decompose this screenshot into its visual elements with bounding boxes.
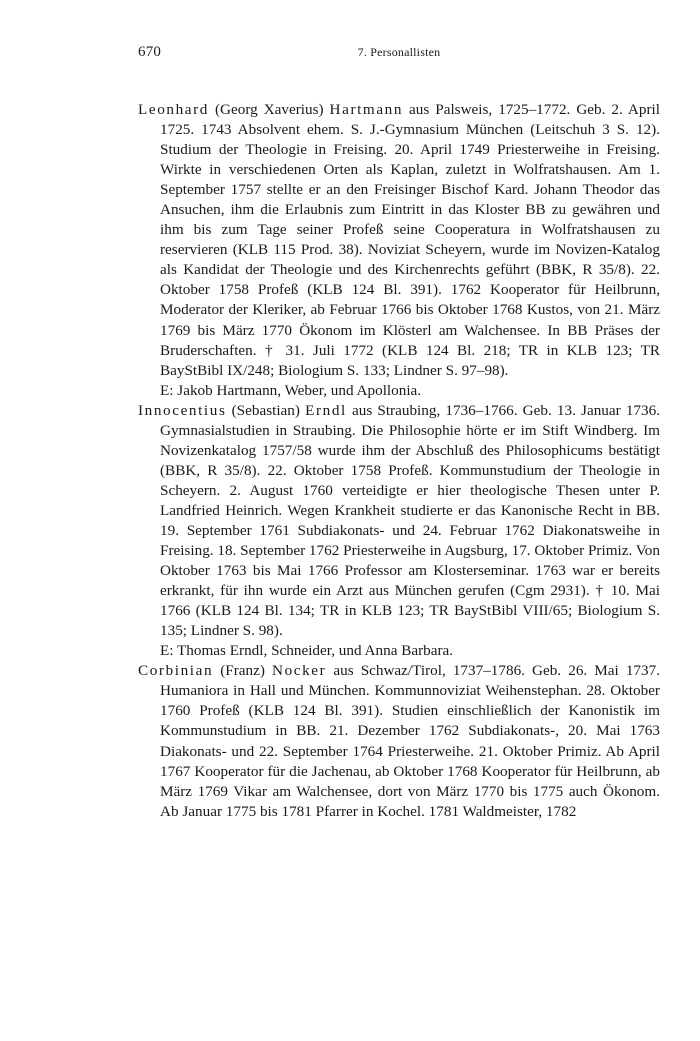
surname: Erndl [305,401,347,419]
entry-biography [138,661,660,821]
entry-text: aus Palsweis, 1725–1772. Geb. 2. April 1725. 1743 Absolvent ehem. S. J.-Gymnasium München (Leitschuh 3 S. 12). Studium der Theologie in Freising. 20. April 1749 Priesterweihe in Freising. Wirkte in verschiedenen Orten als Kaplan, zuletzt in Wolfratshausen. Am 1. September 1757 stellte er an den Freisinger Bischof Kard. Johann Theodor das Ansuchen, ihm die Erlaubnis zum Eintritt in das Kloster BB zu gewähren und ihm bis zum Tage seiner Profeß seine Cooperatura in Wolfratshausen zu reservieren (KLB 115 Prod. 38). Noviziat Scheyern, wurde im Novizen-Katalog als Kandidat der Theologie und des Kirchenrechts geführt (BBK, R 35/8). 22. Oktober 1758 Profeß (KLB 124 Bl. 391). 1762 Kooperator für Heilbrunn, Moderator der Kleriker, ab Februar 1766 bis Oktober 1768 Kustos, von 21. März 1769 bis März 1770 Ökonom im Klösterl am Walchensee. In BB Präses der Bruderschaften. † 31. Juli 1772 (KLB 124 Bl. 218; TR in KLB 123; TR BayStBibl IX/248; Biologium S. 133; Lindner S. 97–98). [160,101,660,379]
page-number: 670 [138,44,162,60]
religious-name: Innocentius [138,401,227,419]
baptismal-name: (Sebastian) [226,401,306,419]
entry-innocentius-erndl [138,401,660,662]
entry-leonhard-hartmann [138,100,660,401]
entry-list [138,100,660,822]
entry-biography [138,100,660,381]
entry-biography [138,401,660,642]
surname: Nocker [272,662,327,680]
entry-text: aus Straubing, 1736–1766. Geb. 13. Januar 1736. Gymnasialstudien in Straubing. Die Philosophie hörte er im Stift Windberg. Im Novizenkatalog 1757/58 wurde ihm der Abschluß des Philosophicums bestätigt (BBK, R 35/8). 22. Oktober 1758 Profeß. Kommunstudium der Theologie in Scheyern. 2. August 1760 verteidigte er hier theologische Thesen unter P. Landfried Heinrich. Wegen Krankheit studierte er das Kanonische Recht in BB. 19. September 1761 Subdiakonats- und 24. Februar 1762 Diakonatsweihe in Freising. 18. September 1762 Priesterweihe in Augsburg, 17. Oktober Primiz. Von Oktober 1763 bis Mai 1766 Professor am Klosterseminar. 1763 war er bereits erkrankt, für ihn wurde ein Arzt aus München gerufen (Cgm 2931). † 10. Mai 1766 (KLB 124 Bl. 134; TR in KLB 123; TR BayStBibl VIII/65; Biologium S. 135; Lindner S. 98). [160,401,660,640]
page-header [138,44,660,64]
religious-name: Leonhard [138,101,209,118]
running-head: 7. Personallisten [357,45,441,59]
entry-text: aus Schwaz/Tirol, 1737–1786. Geb. 26. Mai 1737. Humaniora in Hall und München. Kommunnoviziat Weihenstephan. 28. Oktober 1760 Profeß (KLB 124 Bl. 391). Studien einschließlich der Kanonistik im Kommunstudium in BB. 21. Dezember 1762 Subdiakonats-, 20. Mai 1763 Diakonats- und 22. September 1764 Priesterweihe. 21. Oktober Primiz. Ab April 1767 Kooperator für die Jachenau, ab Oktober 1768 Kooperator für Heilbrunn, ab März 1769 Vikar am Walchensee, dort von März 1770 bis 1775 auch Ökonom. Ab Januar 1775 bis 1781 Pfarrer in Kochel. 1781 Waldmeister, 1782 [160,662,660,820]
surname: Hartmann [329,101,404,118]
baptismal-name: (Georg Xaverius) [209,101,330,118]
entry-parents: E: Jakob Hartmann, Weber, und Apollonia. [160,381,422,399]
entry-parents: E: Thomas Erndl, Schneider, und Anna Barbara. [160,642,454,660]
baptismal-name: (Franz) [213,662,272,680]
religious-name: Corbinian [138,662,214,680]
entry-corbinian-nocker [138,661,660,821]
